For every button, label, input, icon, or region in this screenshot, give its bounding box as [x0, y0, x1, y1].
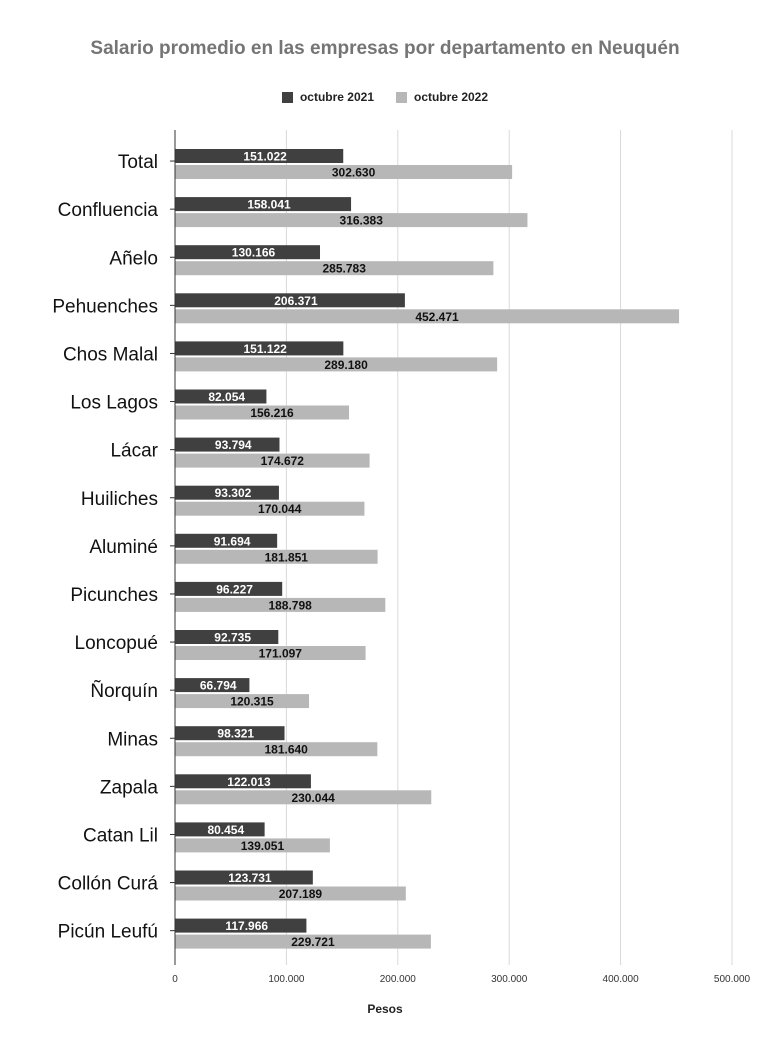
category-label: Total: [117, 152, 158, 174]
category-label: Aluminé: [89, 536, 158, 558]
bar-value-label: 93.794: [214, 438, 252, 453]
axes: [52, 130, 750, 985]
category-label: Zapala: [99, 777, 158, 799]
x-tick-label: 300.000: [491, 974, 528, 985]
category-label: Chos Malal: [62, 344, 158, 366]
bar-value-label: 181.851: [264, 550, 308, 565]
x-tick-label: 400.000: [602, 974, 639, 985]
bar-value-label: 285.783: [322, 261, 366, 276]
bar-value-label: 316.383: [339, 213, 383, 228]
bar-value-label: 92.735: [214, 630, 252, 645]
category-label: Lácar: [110, 440, 158, 462]
bar-value-label: 130.166: [231, 245, 276, 260]
bar-value-label: 230.044: [291, 790, 335, 805]
bar-value-label: 98.321: [217, 726, 255, 741]
bar-value-label: 452.471: [415, 309, 459, 324]
category-label: Collón Curá: [57, 873, 158, 895]
category-label: Catan Lil: [83, 825, 158, 847]
x-tick-label: 0: [172, 974, 178, 985]
category-label: Pehuenches: [52, 296, 158, 318]
bar-value-label: 123.731: [228, 871, 272, 885]
x-tick-label: 100.000: [268, 974, 305, 985]
category-label: Picunches: [70, 584, 158, 606]
category-label: Huiliches: [80, 488, 158, 510]
bar-value-label: 139.051: [240, 838, 285, 853]
category-label: Minas: [107, 729, 158, 751]
bar-value-label: 151.122: [243, 341, 287, 356]
bar-value-label: 120.315: [230, 694, 274, 709]
legend-label-2022: octubre 2022: [414, 90, 489, 104]
bar-value-label: 289.180: [324, 357, 368, 372]
category-label: Ñorquín: [90, 681, 158, 703]
bar-value-label: 82.054: [208, 390, 246, 404]
x-axis-title: Pesos: [367, 1002, 403, 1016]
bar-value-label: 96.227: [216, 582, 253, 597]
category-label: Loncopué: [74, 633, 158, 655]
bar-value-label: 93.302: [214, 486, 252, 501]
bar-value-label: 117.966: [225, 919, 269, 934]
bar-value-label: 66.794: [199, 678, 237, 693]
x-tick-label: 200.000: [379, 974, 416, 985]
bar-value-label: 156.216: [250, 406, 294, 420]
legend-label-2021: octubre 2021: [299, 90, 374, 104]
category-label: Confluencia: [57, 200, 158, 222]
category-label: Añelo: [109, 248, 158, 270]
x-tick-label: 500.000: [713, 974, 751, 985]
bar-value-label: 171.097: [258, 646, 302, 661]
bar-value-label: 158.041: [247, 197, 291, 212]
bar-value-label: 170.044: [258, 502, 302, 517]
category-label: Los Lagos: [70, 392, 158, 414]
gridlines: [286, 130, 732, 965]
bar-value-label: 122.013: [227, 774, 271, 789]
bar-value-label: 229.721: [291, 935, 335, 950]
bar-value-label: 80.454: [207, 822, 245, 837]
bar-value-label: 207.189: [278, 887, 323, 901]
bar-value-label: 174.672: [260, 454, 304, 469]
bar-value-label: 188.798: [268, 598, 312, 613]
bar-value-label: 151.022: [243, 149, 287, 164]
bar-value-label: 181.640: [264, 742, 308, 757]
bar-value-label: 91.694: [213, 534, 251, 549]
bars: [175, 149, 679, 949]
bar-value-label: 302.630: [331, 165, 376, 180]
category-label: Picún Leufú: [57, 921, 158, 943]
bar-value-label: 206.371: [274, 293, 318, 308]
chart-title: Salario promedio en las empresas por departamento en Neuquén: [90, 38, 680, 59]
